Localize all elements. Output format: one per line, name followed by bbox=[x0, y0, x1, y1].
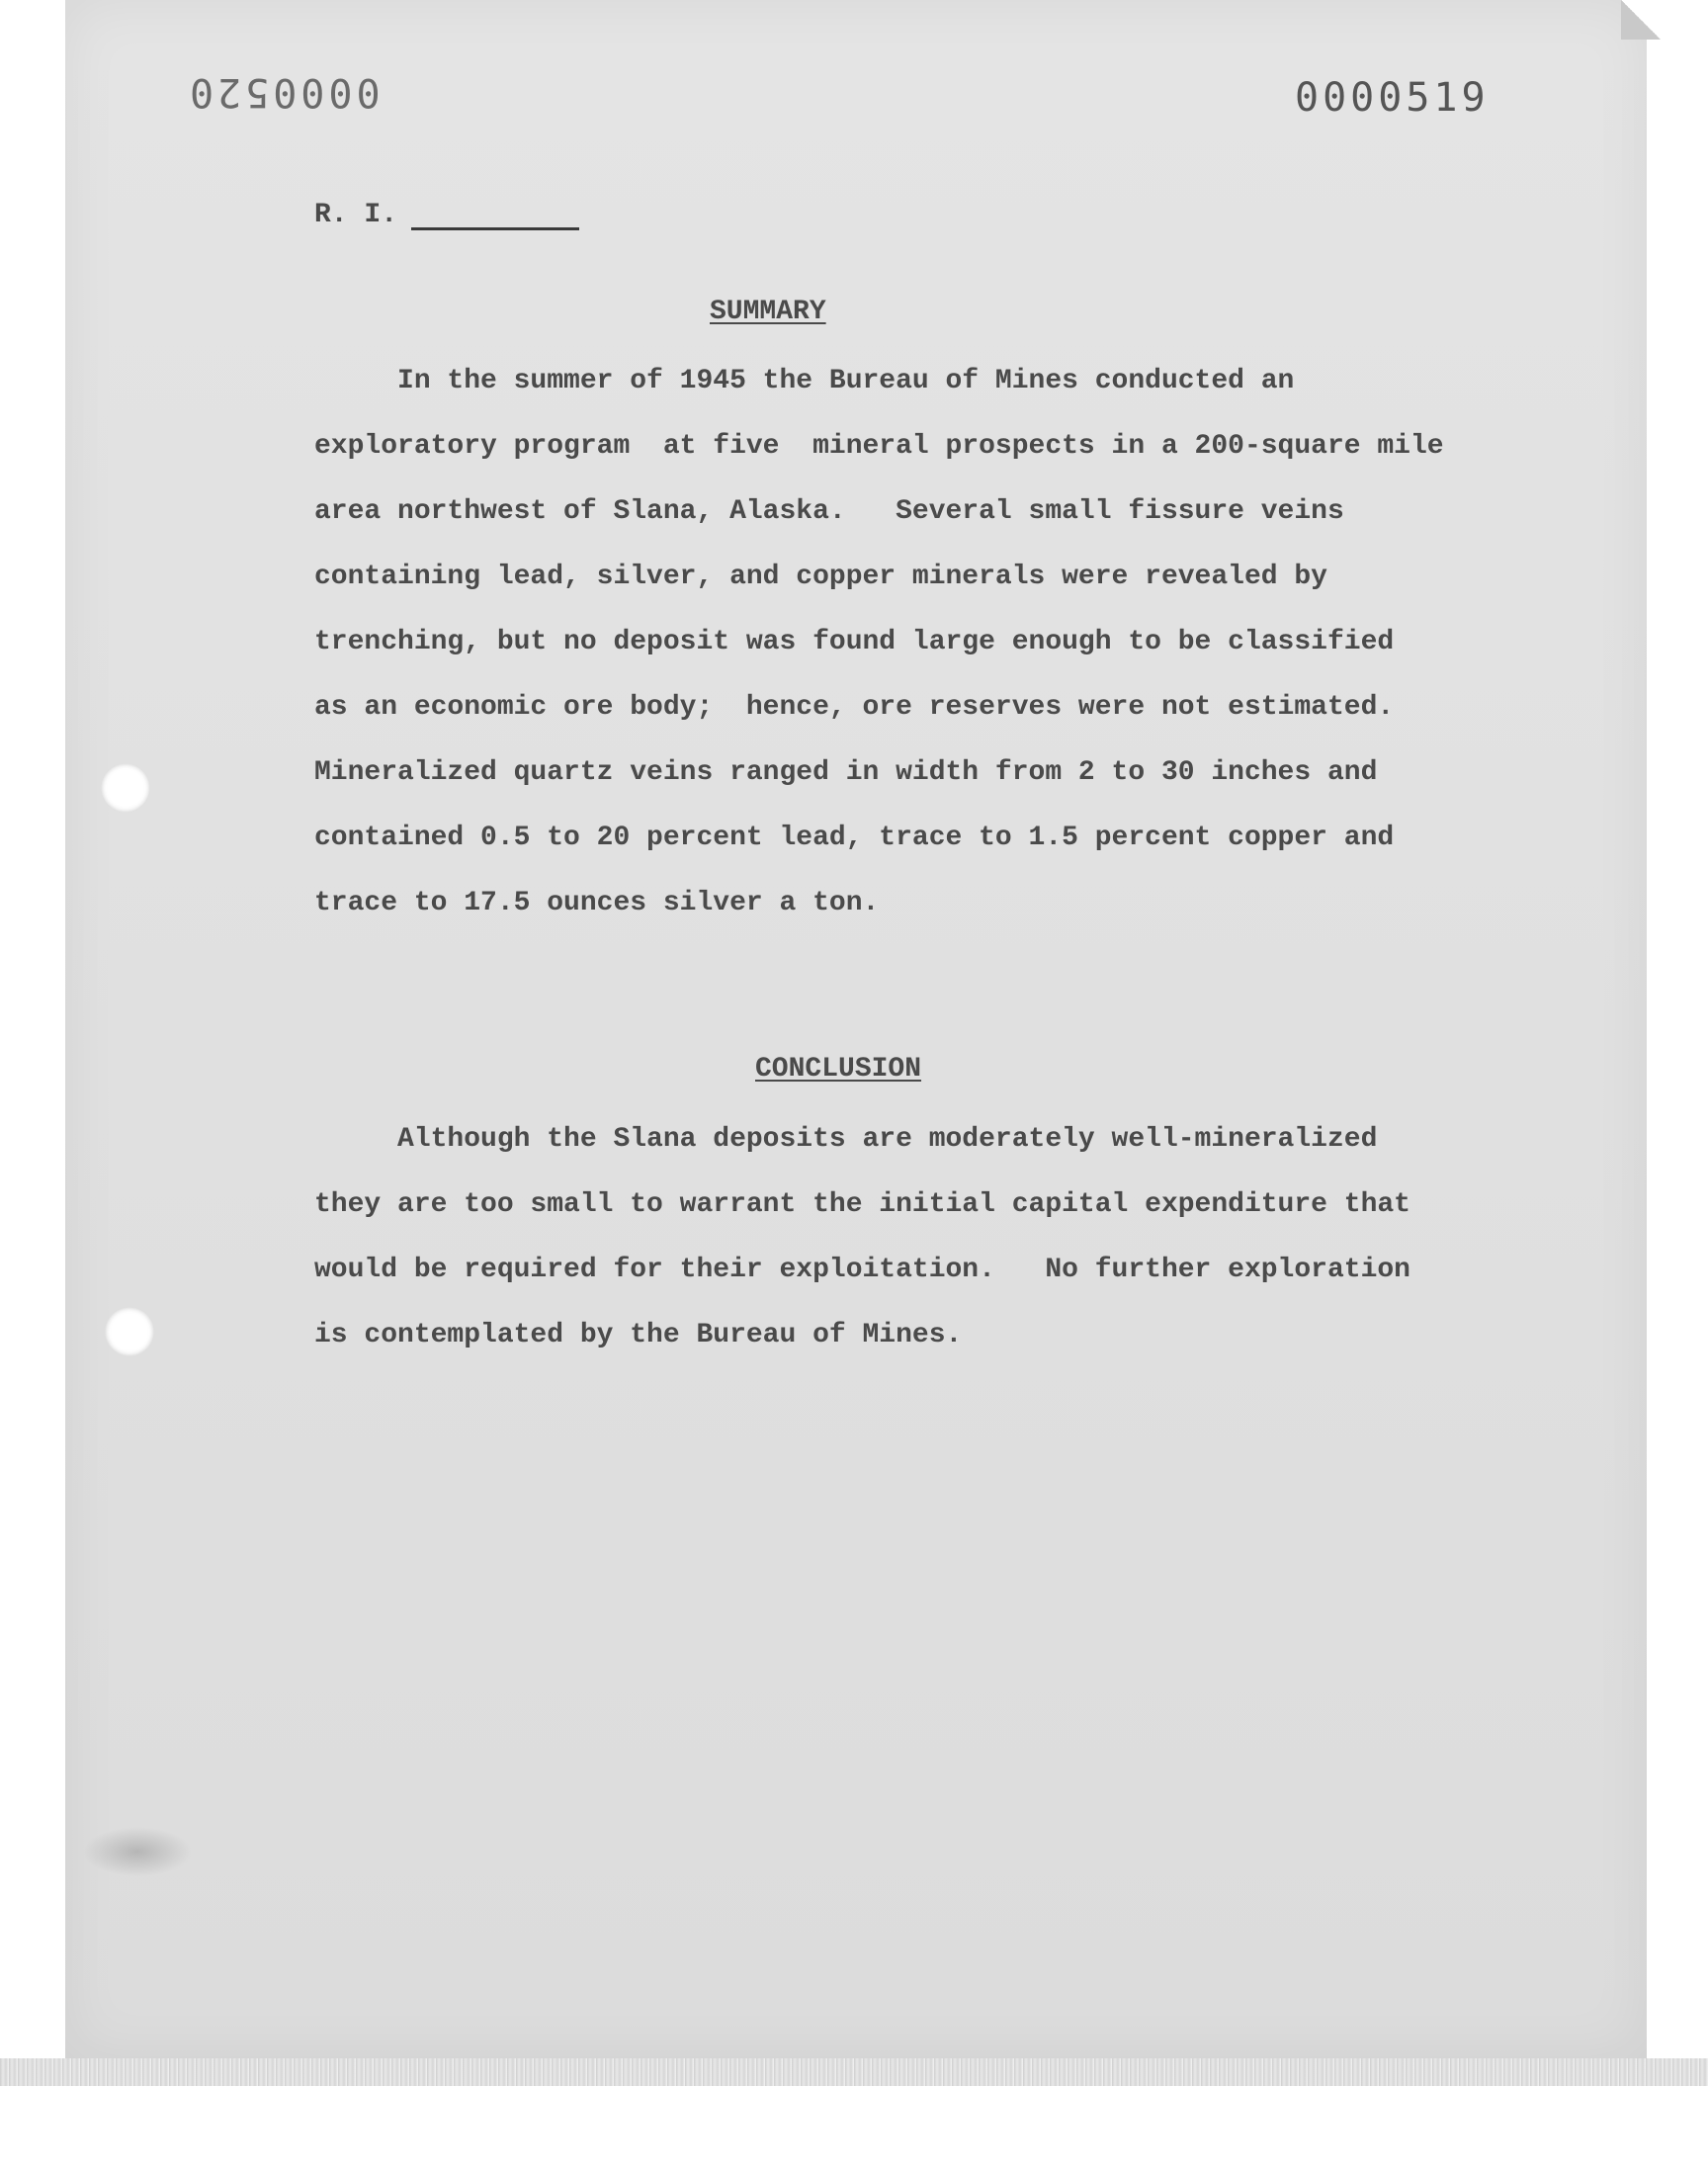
scanner-edge-strip bbox=[0, 2058, 1708, 2086]
page-number-stamp: 0000519 bbox=[1295, 75, 1490, 121]
conclusion-line: they are too small to warrant the initial capital expenditure that bbox=[314, 1189, 1410, 1220]
smudge-mark bbox=[83, 1827, 192, 1876]
ri-label: R. I. bbox=[314, 200, 398, 230]
summary-line: as an economic ore body; hence, ore reserves were not estimated. bbox=[314, 692, 1395, 723]
summary-paragraph bbox=[314, 349, 1451, 936]
summary-line: containing lead, silver, and copper minerals were revealed by bbox=[314, 562, 1327, 592]
folded-corner bbox=[1621, 0, 1661, 40]
ri-blank-underline bbox=[411, 200, 579, 230]
page-number-stamp-mirrored: 0000520 bbox=[186, 69, 381, 115]
punch-hole-upper bbox=[101, 763, 150, 813]
summary-line: area northwest of Slana, Alaska. Several small fissure veins bbox=[314, 496, 1344, 527]
conclusion-line: is contemplated by the Bureau of Mines. bbox=[314, 1320, 963, 1350]
conclusion-line: would be required for their exploitation. No further exploration bbox=[314, 1255, 1410, 1285]
summary-line: contained 0.5 to 20 percent lead, trace to 1.5 percent copper and bbox=[314, 823, 1395, 853]
summary-line: In the summer of 1945 the Bureau of Mines conducted an bbox=[314, 366, 1295, 396]
summary-heading: SUMMARY bbox=[710, 297, 826, 327]
summary-line: trace to 17.5 ounces silver a ton. bbox=[314, 888, 880, 918]
summary-line: exploratory program at five mineral prospects in a 200-square mile bbox=[314, 431, 1444, 462]
paper-sheet bbox=[65, 0, 1647, 2058]
report-number-line bbox=[314, 200, 579, 230]
conclusion-heading: CONCLUSION bbox=[755, 1054, 922, 1085]
summary-line: Mineralized quartz veins ranged in width from 2 to 30 inches and bbox=[314, 757, 1378, 788]
conclusion-paragraph bbox=[314, 1107, 1451, 1368]
summary-line: trenching, but no deposit was found large enough to be classified bbox=[314, 627, 1395, 657]
conclusion-line: Although the Slana deposits are moderately well-mineralized bbox=[314, 1124, 1378, 1155]
punch-hole-lower bbox=[105, 1307, 154, 1356]
